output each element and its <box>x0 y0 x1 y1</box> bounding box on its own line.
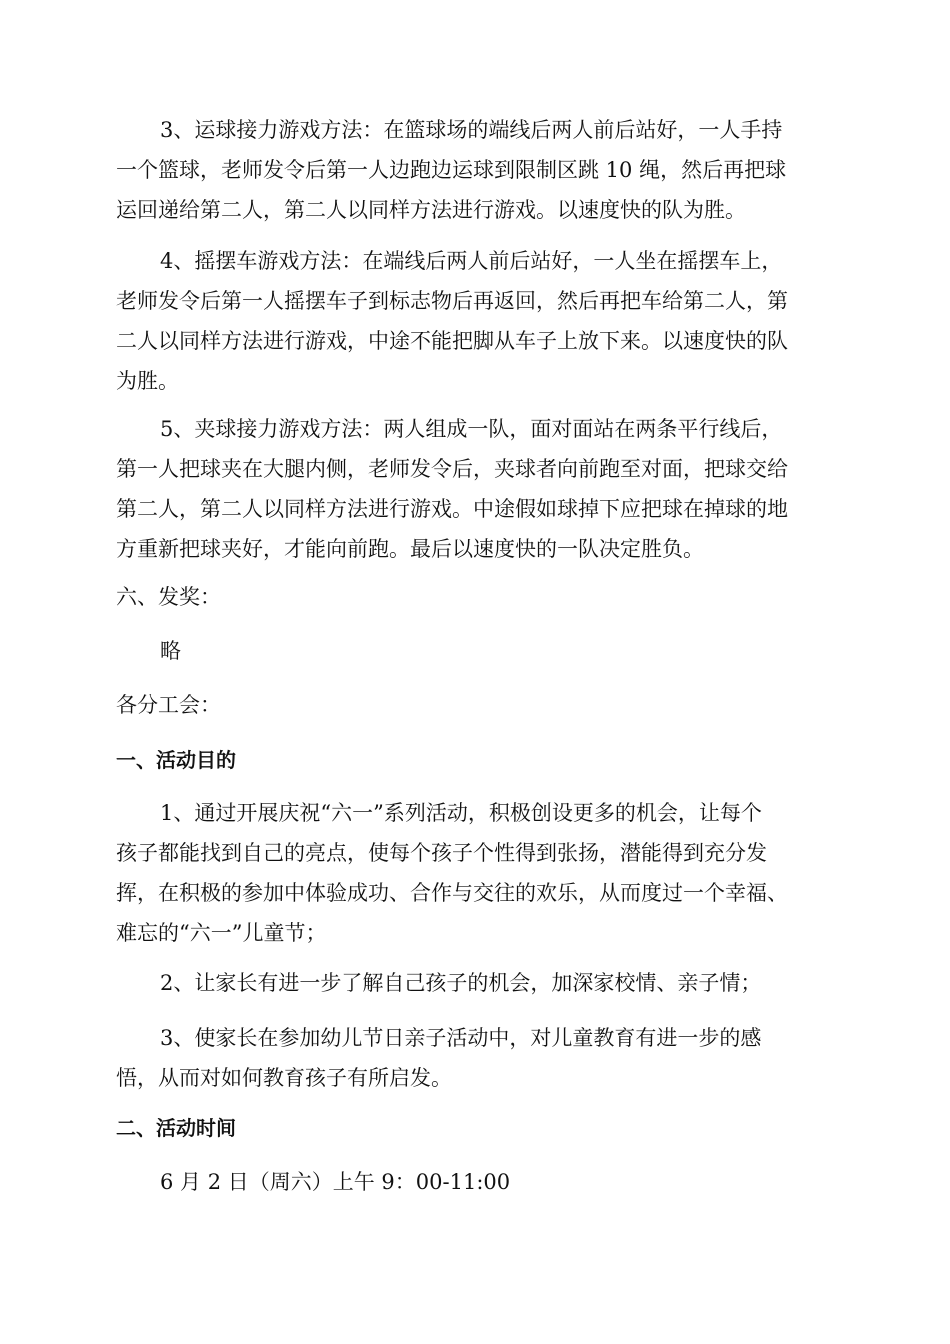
paragraph-purpose-2 <box>116 963 836 1003</box>
text-line: 为胜。 <box>116 369 179 393</box>
text-line: 第一人把球夹在大腿内侧，老师发令后，夹球者向前跑至对面，把球交给 <box>116 457 788 481</box>
section-title-time: 二、活动时间 <box>116 1116 236 1140</box>
paragraph-purpose-3 <box>116 1018 836 1098</box>
activity-time-text: 6 月 2 日（周六）上午 9：00-11:00 <box>160 1170 511 1194</box>
text-line: 老师发令后第一人摇摆车子到标志物后再返回，然后再把车给第二人，第 <box>116 289 788 313</box>
text-line: 孩子都能找到自己的亮点，使每个孩子个性得到张扬，潜能得到充分发 <box>116 841 767 865</box>
greeting: 各分工会： <box>116 693 221 717</box>
text-line: 3、运球接力游戏方法：在篮球场的端线后两人前后站好，一人手持 <box>160 118 783 142</box>
text-line: 3、使家长在参加幼儿节日亲子活动中，对儿童教育有进一步的感 <box>160 1026 762 1050</box>
paragraph-item-4 <box>116 241 836 401</box>
text-line: 方重新把球夹好，才能向前跑。最后以速度快的一队决定胜负。 <box>116 537 704 561</box>
paragraph-item-3 <box>116 110 836 230</box>
text-line: 悟，从而对如何教育孩子有所启发。 <box>116 1066 452 1090</box>
paragraph-purpose-1 <box>116 793 836 953</box>
text-line: 二人以同样方法进行游戏，中途不能把脚从车子上放下来。以速度快的队 <box>116 329 788 353</box>
text-line: 5、夹球接力游戏方法：两人组成一队，面对面站在两条平行线后， <box>160 417 783 441</box>
text-line: 4、摇摆车游戏方法：在端线后两人前后站好，一人坐在摇摆车上， <box>160 249 783 273</box>
award-text: 略 <box>160 639 181 663</box>
paragraph-item-5 <box>116 409 836 569</box>
text-line: 难忘的“六一”儿童节； <box>116 921 327 945</box>
text-line: 一个篮球，老师发令后第一人边跑边运球到限制区跳 10 绳，然后再把球 <box>116 158 787 182</box>
section-title-purpose: 一、活动目的 <box>116 748 236 772</box>
award-heading: 六、发奖： <box>116 585 221 609</box>
text-line: 1、通过开展庆祝“六一”系列活动，积极创设更多的机会，让每个 <box>160 801 762 825</box>
text-line: 挥，在积极的参加中体验成功、合作与交往的欢乐，从而度过一个幸福、 <box>116 881 788 905</box>
text-line: 运回递给第二人，第二人以同样方法进行游戏。以速度快的队为胜。 <box>116 198 746 222</box>
text-line: 2、让家长有进一步了解自己孩子的机会，加深家校情、亲子情； <box>160 971 762 995</box>
text-line: 第二人，第二人以同样方法进行游戏。中途假如球掉下应把球在掉球的地 <box>116 497 788 521</box>
